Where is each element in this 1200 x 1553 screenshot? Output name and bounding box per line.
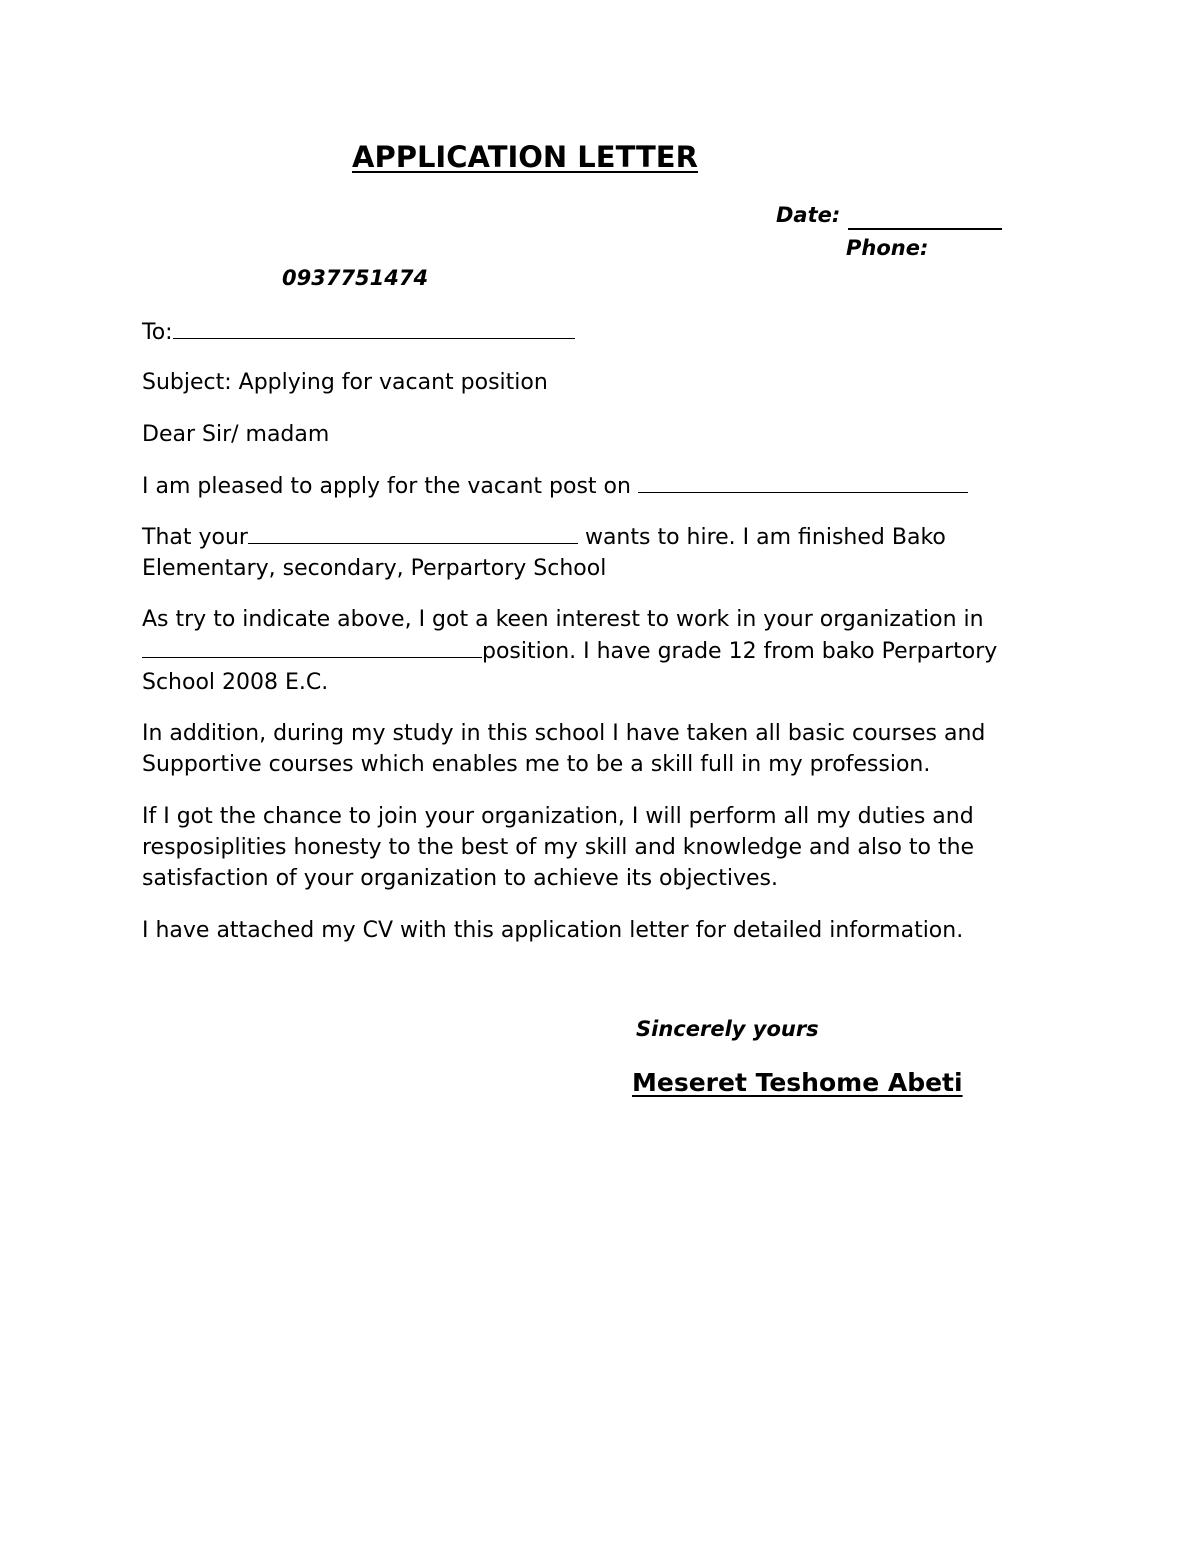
paragraph-1-text: I am pleased to apply for the vacant post on xyxy=(142,474,631,499)
paragraph-2-rest: wants to hire. I am finished Bako xyxy=(584,525,946,550)
to-line xyxy=(142,316,575,348)
vacant-post-blank-line xyxy=(638,470,968,493)
paragraph-4-line-2: Supportive courses which enables me to be a skill full in my profession. xyxy=(142,752,931,777)
paragraph-3 xyxy=(142,604,1062,698)
paragraph-5-line-2: resposiplities honesty to the best of my skill and knowledge and also to the xyxy=(142,835,975,860)
to-label: To: xyxy=(142,320,173,345)
date-label: Date: xyxy=(776,203,841,227)
paragraph-6-line-1: I have attached my CV with this application letter for detailed information. xyxy=(142,918,964,943)
date-blank-line xyxy=(848,228,1002,230)
letter-title: APPLICATION LETTER xyxy=(352,140,698,174)
paragraph-4 xyxy=(142,718,1062,780)
paragraph-2 xyxy=(142,521,1062,584)
paragraph-5-line-3: satisfaction of your organization to achieve its objectives. xyxy=(142,866,778,891)
paragraph-3-line-1: As try to indicate above, I got a keen interest to work in your organization in xyxy=(142,607,984,632)
paragraph-3-line-2: position. I have grade 12 from bako Perpartory xyxy=(482,639,998,664)
closing-phrase: Sincerely yours xyxy=(636,1017,819,1041)
salutation: Dear Sir/ madam xyxy=(142,422,330,447)
paragraph-3-line-3: School 2008 E.C. xyxy=(142,670,329,695)
paragraph-5-line-1: If I got the chance to join your organization, I will perform all my duties and xyxy=(142,804,974,829)
signature-name: Meseret Teshome Abeti xyxy=(632,1068,963,1097)
phone-number: 0937751474 xyxy=(282,266,429,290)
paragraph-1 xyxy=(142,470,968,502)
paragraph-6 xyxy=(142,915,1062,946)
paragraph-5 xyxy=(142,801,1062,894)
to-blank-line xyxy=(173,316,575,339)
phone-label: Phone: xyxy=(846,236,929,260)
position-blank-line xyxy=(142,635,482,658)
organization-blank-line xyxy=(248,521,578,544)
paragraph-2-line-2: Elementary, secondary, Perpartory School xyxy=(142,556,607,581)
paragraph-4-line-1: In addition, during my study in this school I have taken all basic courses and xyxy=(142,721,986,746)
paragraph-2-lead: That your xyxy=(142,525,248,550)
subject-line: Subject: Applying for vacant position xyxy=(142,370,548,395)
